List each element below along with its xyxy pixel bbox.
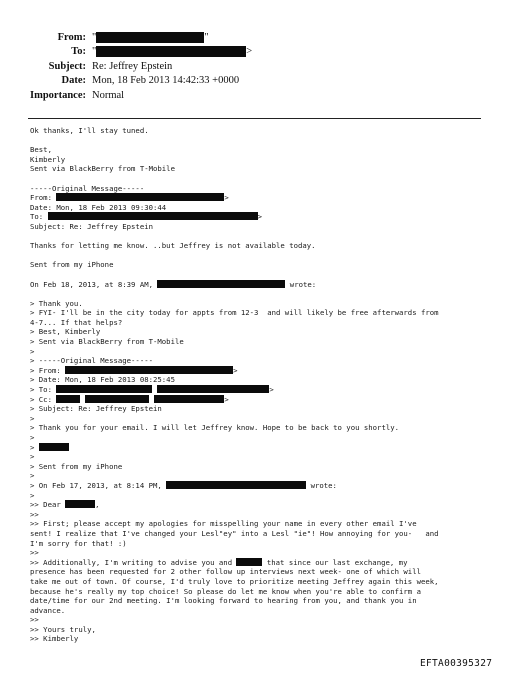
- body-line: sent! I realize that I've changed your Lesl"ey" into a Lesl "ie"! How annoying for you- and: [30, 528, 439, 538]
- to-value: [92, 46, 252, 57]
- redaction-block: [56, 385, 152, 393]
- subject-label: Subject:: [48, 60, 86, 72]
- redaction-block: [56, 395, 80, 403]
- body-line: > Sent via BlackBerry from T-Mobile: [30, 337, 184, 347]
- body-line: >: [30, 433, 35, 442]
- body-line: 4-7... If that helps?: [30, 317, 123, 327]
- redaction-block: [157, 385, 269, 393]
- body-line: Ok thanks, I'll stay tuned.: [30, 126, 149, 135]
- header-importance-row: [0, 88, 512, 103]
- body-line: >>: [30, 509, 39, 519]
- redaction-block: [39, 443, 69, 451]
- from-quote-close: ": [204, 31, 209, 43]
- document-id: EFTA00395327: [420, 658, 493, 669]
- header-divider: [28, 118, 481, 119]
- body-line: >>: [30, 548, 39, 558]
- blank-line: [30, 289, 500, 299]
- body-line: >: [30, 346, 35, 356]
- body-line: Date: Mon, 18 Feb 2013 09:30:44: [30, 202, 167, 212]
- from-quote-open: ": [92, 31, 97, 43]
- importance-value: Normal: [92, 89, 125, 101]
- body-line: Kimberly: [30, 154, 66, 164]
- body-line: advance.: [30, 605, 66, 615]
- redaction-block: [154, 395, 224, 403]
- from-prefix: From:: [30, 193, 57, 203]
- to-bracket-close: >: [246, 46, 253, 58]
- body-line: >> Dear ,: [30, 500, 100, 510]
- header-date-row: [0, 74, 512, 89]
- blank-line: [30, 251, 500, 261]
- body-line: Subject: Re: Jeffrey Epstein: [30, 221, 154, 231]
- body-line: Sent via BlackBerry from T-Mobile: [30, 164, 175, 174]
- body-line: >: [30, 443, 500, 453]
- body-line: > Best, Kimberly: [30, 327, 101, 337]
- body-line: > Subject: Re: Jeffrey Epstein: [30, 404, 162, 414]
- redaction-block: [157, 280, 285, 288]
- body-line: >: [30, 413, 35, 423]
- subject-value: Re: Jeffrey Epstein: [92, 60, 173, 72]
- email-body: [30, 126, 500, 644]
- body-line: -----Original Message-----: [30, 183, 145, 193]
- body-line: > On Feb 17, 2013, at 8:14 PM, wrote:: [30, 480, 337, 490]
- body-line: >: [30, 490, 35, 500]
- body-line: take me out of town. Of course, I'd truly love to prioritize meeting Jeffrey again this week,: [30, 576, 439, 586]
- body-line: I'm sorry for that! :): [30, 538, 127, 548]
- redaction-block: [166, 481, 306, 489]
- redaction-block: [85, 395, 149, 403]
- body-line: because he's really my top choice! So please do let me know when you're able to confirm a: [30, 586, 421, 596]
- blank-line: [30, 174, 500, 184]
- body-line: > Cc: >: [30, 394, 229, 404]
- header-to-row: [0, 45, 512, 60]
- date-value: Mon, 18 Feb 2013 14:42:33 +0000: [92, 75, 240, 87]
- body-line: >> Additionally, I'm writing to advise you and that since our last exchange, my: [30, 557, 408, 567]
- blank-line: [30, 232, 500, 242]
- header-from-row: [0, 30, 512, 45]
- body-line: > FYI- I'll be in the city today for appts from 12-3 and will likely be free afterwards from: [30, 308, 439, 318]
- blank-line: [30, 136, 500, 146]
- body-line: Thanks for letting me know. ..but Jeffrey is not available today.: [30, 241, 316, 251]
- body-line: >: [30, 471, 35, 481]
- blank-line: [30, 270, 500, 280]
- body-line: [30, 212, 500, 222]
- body-line: >> Kimberly: [30, 634, 79, 644]
- body-line: > Sent from my iPhone: [30, 461, 123, 471]
- body-line: >> Yours truly,: [30, 624, 96, 634]
- redaction-block: [48, 212, 258, 220]
- redaction-block: [96, 32, 204, 43]
- to-label: To:: [71, 46, 86, 58]
- date-label: Date:: [61, 75, 86, 87]
- body-line: On Feb 18, 2013, at 8:39 AM, wrote:: [30, 279, 317, 289]
- redaction-block: [236, 558, 262, 566]
- from-value: [92, 32, 209, 43]
- bracket-close: >: [224, 193, 229, 203]
- body-line: > Thank you for your email. I will let Jeffrey know. Hope to be back to you shortly.: [30, 423, 400, 433]
- body-line: [30, 193, 500, 203]
- header-subject-row: [0, 59, 512, 74]
- body-line: >>: [30, 615, 39, 625]
- body-line: > Thank you.: [30, 298, 83, 308]
- importance-label: Importance:: [30, 89, 86, 101]
- body-line: date/time for our 2nd meeting. I'm looking forward to hearing from you, and thank you in: [30, 596, 417, 606]
- body-line: > Date: Mon, 18 Feb 2013 08:25:45: [30, 375, 175, 385]
- body-line: Best,: [30, 145, 52, 155]
- to-quote-open: ": [92, 46, 97, 58]
- email-header: [0, 30, 512, 103]
- body-line: presence has been requested for 2 other follow up interviews next week- one of which will: [30, 567, 421, 577]
- body-line: > -----Original Message-----: [30, 356, 154, 366]
- body-line: > From: >: [30, 365, 238, 375]
- body-line: >> First; please accept my apologies for misspelling your name in every other email I've: [30, 519, 417, 529]
- redaction-block: [56, 193, 224, 201]
- to-prefix: To:: [30, 212, 48, 222]
- body-line: Sent from my iPhone: [30, 260, 114, 270]
- body-line: >: [30, 452, 35, 462]
- redaction-block: [65, 500, 95, 508]
- redaction-block: [96, 46, 246, 57]
- bracket-close: >: [257, 212, 262, 222]
- body-line: > To: >: [30, 385, 274, 395]
- from-label: From:: [57, 31, 86, 43]
- redaction-block: [65, 366, 233, 374]
